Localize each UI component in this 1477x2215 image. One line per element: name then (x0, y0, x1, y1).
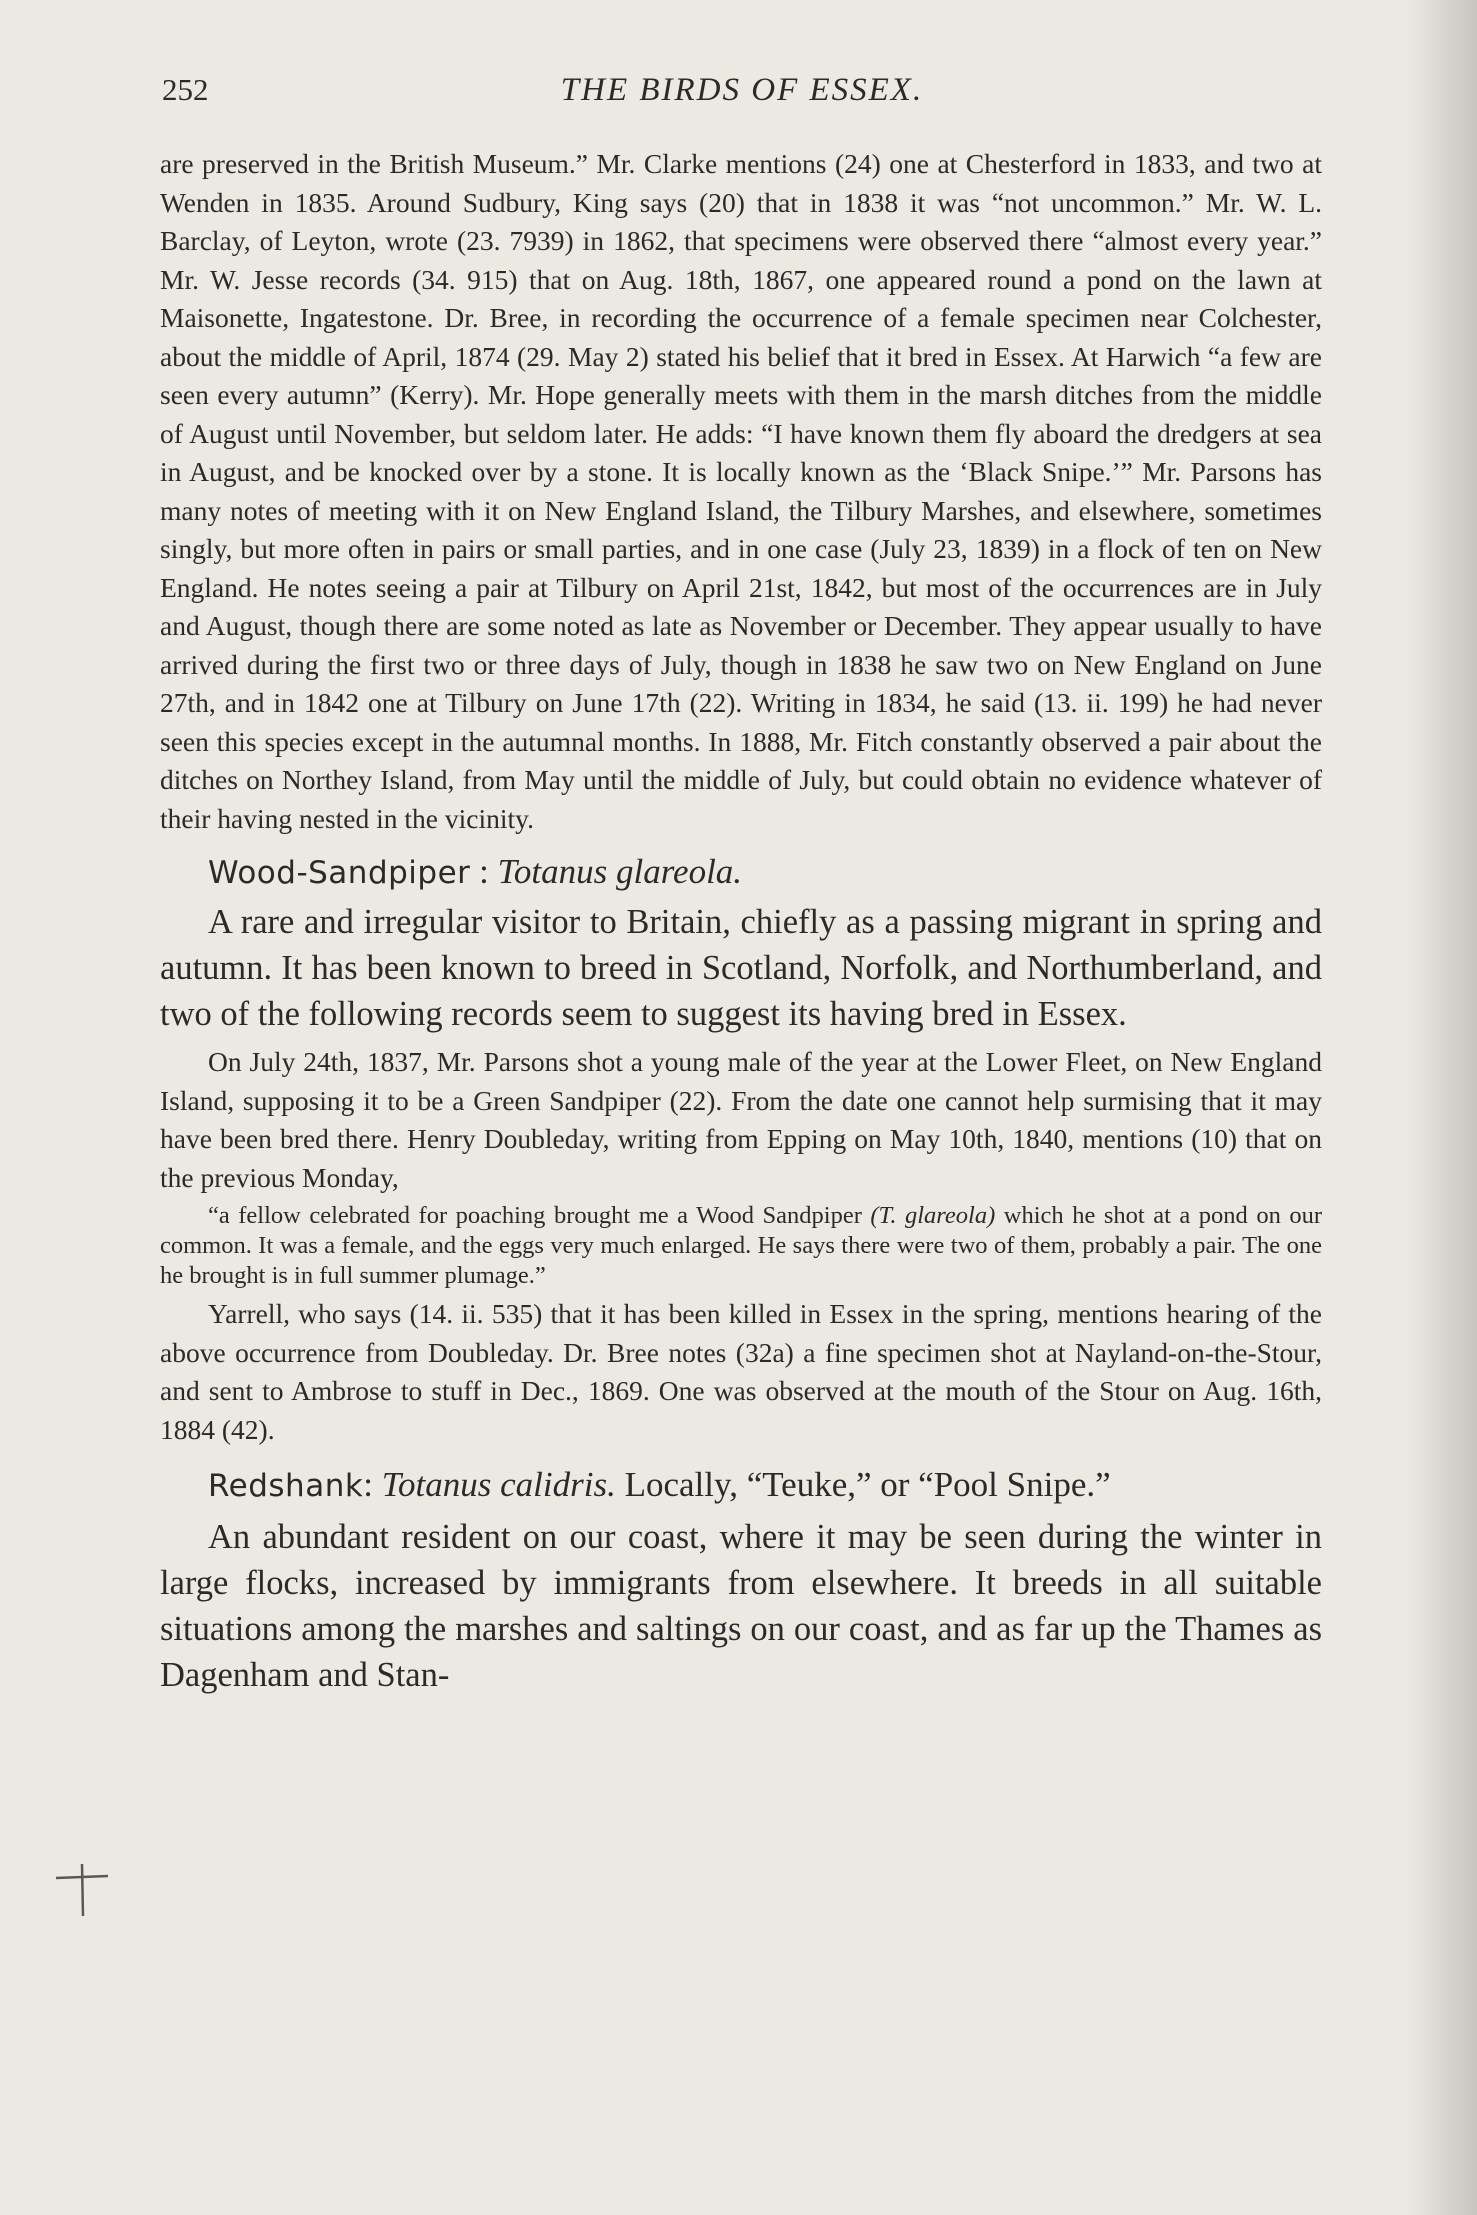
species-intro-redshank: An abundant resident on our coast, where it may be seen during the winter in large flocks, increased by immigrants from elsewhere. It breeds in all suitable situations among the marshes and saltings on our coast, and as far up the Thames as Dagenham and Stan- (160, 1518, 1322, 1694)
local-names: Locally, “Teuke,” or “Pool Snipe.” (615, 1465, 1111, 1504)
margin-cross-mark (52, 1858, 112, 1918)
page-edge-shadow (1407, 0, 1477, 2215)
species-name: Redshank (208, 1468, 364, 1504)
latin-name: Totanus calidris. (381, 1465, 616, 1504)
species-heading-wood-sandpiper (160, 850, 1322, 895)
quote-latin: (T. glareola) (870, 1202, 996, 1229)
quote-text-end: which he shot at a pond on our common. It was a female, and the eggs very much enlarged. He says there were two of them, probably a pair. The one he brought is in full summer plumage.” (160, 1202, 1322, 1289)
running-title: THE BIRDS OF ESSEX. (560, 72, 924, 108)
body-text (160, 145, 1322, 1698)
species-name: Wood-Sandpiper (208, 855, 471, 891)
species-heading-redshank (160, 1463, 1322, 1508)
quotation-doubleday (160, 1201, 1322, 1291)
paragraph-wood-sandpiper-yarrell: Yarrell, who says (14. ii. 535) that it has been killed in Essex in the spring, mentions hearing of the above occurrence from Doubleday. Dr. Bree notes (32a) a fine specimen shot at Nayland-on-the-Stour, and sent to Ambrose to stuff in Dec., 1869. One was observed at the mouth of the Stour on Aug. 16th, 1884 (42). (160, 1298, 1322, 1445)
quote-text-start: “a fellow celebrated for poaching brought me a Wood Sandpiper (208, 1202, 871, 1229)
latin-name: Totanus glareola. (497, 852, 743, 891)
paragraph-black-sandpiper-records: are preserved in the British Museum.” Mr. Clarke mentions (24) one at Chesterford in 1833, and two at Wenden in 1835. Around Sudbury, King says (20) that in 1838 it was “not uncommon.” Mr. W. L. Barclay, of Leyton, wrote (23. 7939) in 1862, that specimens were observed there “almost every year.” Mr. W. Jesse records (34. 915) that on Aug. 18th, 1867, one appeared round a pond on the lawn at Maisonette, Ingatestone. Dr. Bree, in recording the occurrence of a female specimen near Colchester, about the middle of April, 1874 (29. May 2) stated his belief that it bred in Essex. At Harwich “a few are seen every autumn” (Kerry). Mr. Hope generally meets with them in the marsh ditches from the middle of August until November, but seldom later. He adds: “I have known them fly aboard the dredgers at sea in August, and be knocked over by a stone. It is locally known as the ‘Black Snipe.’” Mr. Parsons has many notes of meeting with it on New England Island, the Tilbury Marshes, and elsewhere, sometimes singly, but more often in pairs or small parties, and in one case (July 23, 1839) in a flock of ten on New England. He notes seeing a pair at Tilbury on April 21st, 1842, but most of the occurrences are in July and August, though there are some noted as late as November or December. They appear usually to have arrived during the first two or three days of July, though in 1838 he saw two on New England on June 27th, and in 1842 one at Tilbury on June 17th (22). Writing in 1834, he said (13. ii. 199) he had never seen this species except in the autumnal months. In 1888, Mr. Fitch constantly observed a pair about the ditches on Northey Island, from May until the middle of July, but could obtain no evidence whatever of their having nested in the vicinity. (160, 148, 1322, 834)
running-head (162, 72, 1322, 122)
heading-separator: : (470, 852, 498, 891)
species-intro-wood-sandpiper: A rare and irregular visitor to Britain, chiefly as a passing migrant in spring and autumn. It has been known to breed in Scotland, Norfolk, and Northumberland, and two of the following records seem to suggest its having bred in Essex. (160, 903, 1322, 1033)
paragraph-wood-sandpiper-records: On July 24th, 1837, Mr. Parsons shot a young male of the year at the Lower Fleet, on New England Island, supposing it to be a Green Sandpiper (22). From the date one cannot help surmising that it may have been bred there. Henry Doubleday, writing from Epping on May 10th, 1840, mentions (10) that on the previous Monday, (160, 1046, 1322, 1193)
heading-separator: : (363, 1465, 382, 1504)
page-number: 252 (162, 72, 209, 107)
